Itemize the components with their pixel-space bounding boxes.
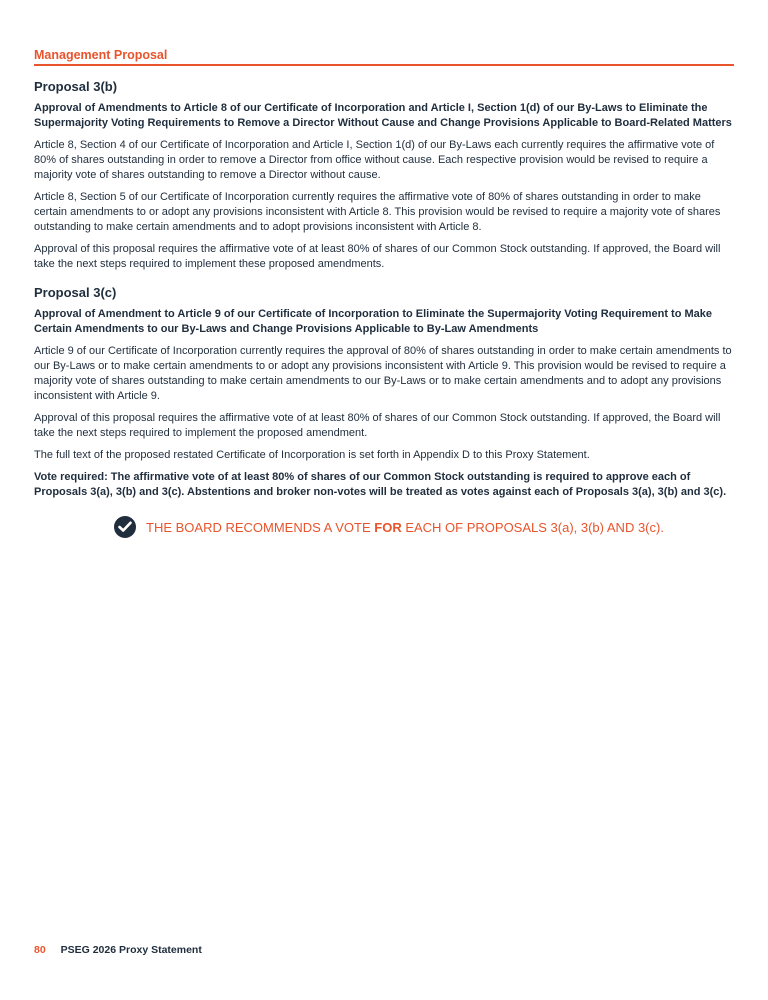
proposal-3c-paragraph-3: The full text of the proposed restated Certificate of Incorporation is set forth in Appendix D to this Proxy Statement.	[34, 449, 590, 461]
proposal-3c-subheading: Approval of Amendment to Article 9 of our Certificate of Incorporation to Eliminate the Supermajority Voting Requirement to Make Certain Amendments to our By-Laws and Change Provisions Applicable to By-Law Amendments	[34, 308, 712, 335]
page-content	[34, 48, 734, 538]
board-recommendation	[114, 516, 734, 538]
vote-required: Vote required: The affirmative vote of at least 80% of shares of our Common Stock outstanding is required to approve each of Proposals 3(a), 3(b) and 3(c). Abstentions and broker non-votes will be treated as votes against each of Proposals 3(a), 3(b) and 3(c).	[34, 471, 727, 498]
page-footer	[34, 944, 202, 956]
proposal-3c-paragraph-1: Article 9 of our Certificate of Incorporation currently requires the approval of 80% of shares outstanding in order to make certain amendments to our By-Laws or to make certain amendments to or adopt any provisions inconsistent with Article 9. This provision would be revised to require a majority vote of shares outstanding to make certain amendments to our By-Laws or to make certain amendments and to adopt any provisions inconsistent with Article 9.	[34, 345, 732, 402]
checkmark-icon	[114, 516, 136, 538]
proposal-3b-paragraph-1: Article 8, Section 4 of our Certificate of Incorporation and Article I, Section 1(d) of our By-Laws each currently requires the affirmative vote of 80% of shares outstanding in order to remove a Director from office without cause. Each respective provision would be revised to require a majority vote of shares outstanding to remove a Director without cause.	[34, 139, 715, 181]
proposal-3c-title: Proposal 3(c)	[34, 285, 117, 300]
proposal-3b-subheading: Approval of Amendments to Article 8 of our Certificate of Incorporation and Article I, Section 1(d) of our By-Laws to Eliminate the Supermajority Voting Requirements to Remove a Director Without Cause and Change Provisions Applicable to Board-Related Matters	[34, 102, 732, 129]
section-header: Management Proposal	[34, 48, 734, 66]
page-number: 80	[34, 944, 46, 956]
proposal-3c-paragraph-2: Approval of this proposal requires the affirmative vote of at least 80% of shares of our Common Stock outstanding. If approved, the Board will take the next steps required to implement the proposed amendment.	[34, 412, 721, 439]
recommendation-suffix: EACH OF PROPOSALS 3(a), 3(b) AND 3(c).	[401, 519, 664, 535]
proposal-3b-paragraph-2: Article 8, Section 5 of our Certificate of Incorporation currently requires the affirmative vote of 80% of shares outstanding in order to make certain amendments to or adopt any provisions inconsistent with Article 8. This provision would be revised to require a majority vote of shares outstanding to make certain amendments and to adopt provisions inconsistent with Article 8.	[34, 191, 721, 233]
recommendation-prefix: THE BOARD RECOMMENDS A VOTE	[146, 519, 375, 535]
document-title: PSEG 2026 Proxy Statement	[60, 944, 202, 956]
recommendation-for: FOR	[374, 519, 402, 535]
proposal-3b-paragraph-3: Approval of this proposal requires the affirmative vote of at least 80% of shares of our Common Stock outstanding. If approved, the Board will take the next steps required to implement these proposed amendments.	[34, 243, 721, 270]
proposal-3b-title: Proposal 3(b)	[34, 79, 118, 94]
recommendation-text	[146, 520, 664, 535]
